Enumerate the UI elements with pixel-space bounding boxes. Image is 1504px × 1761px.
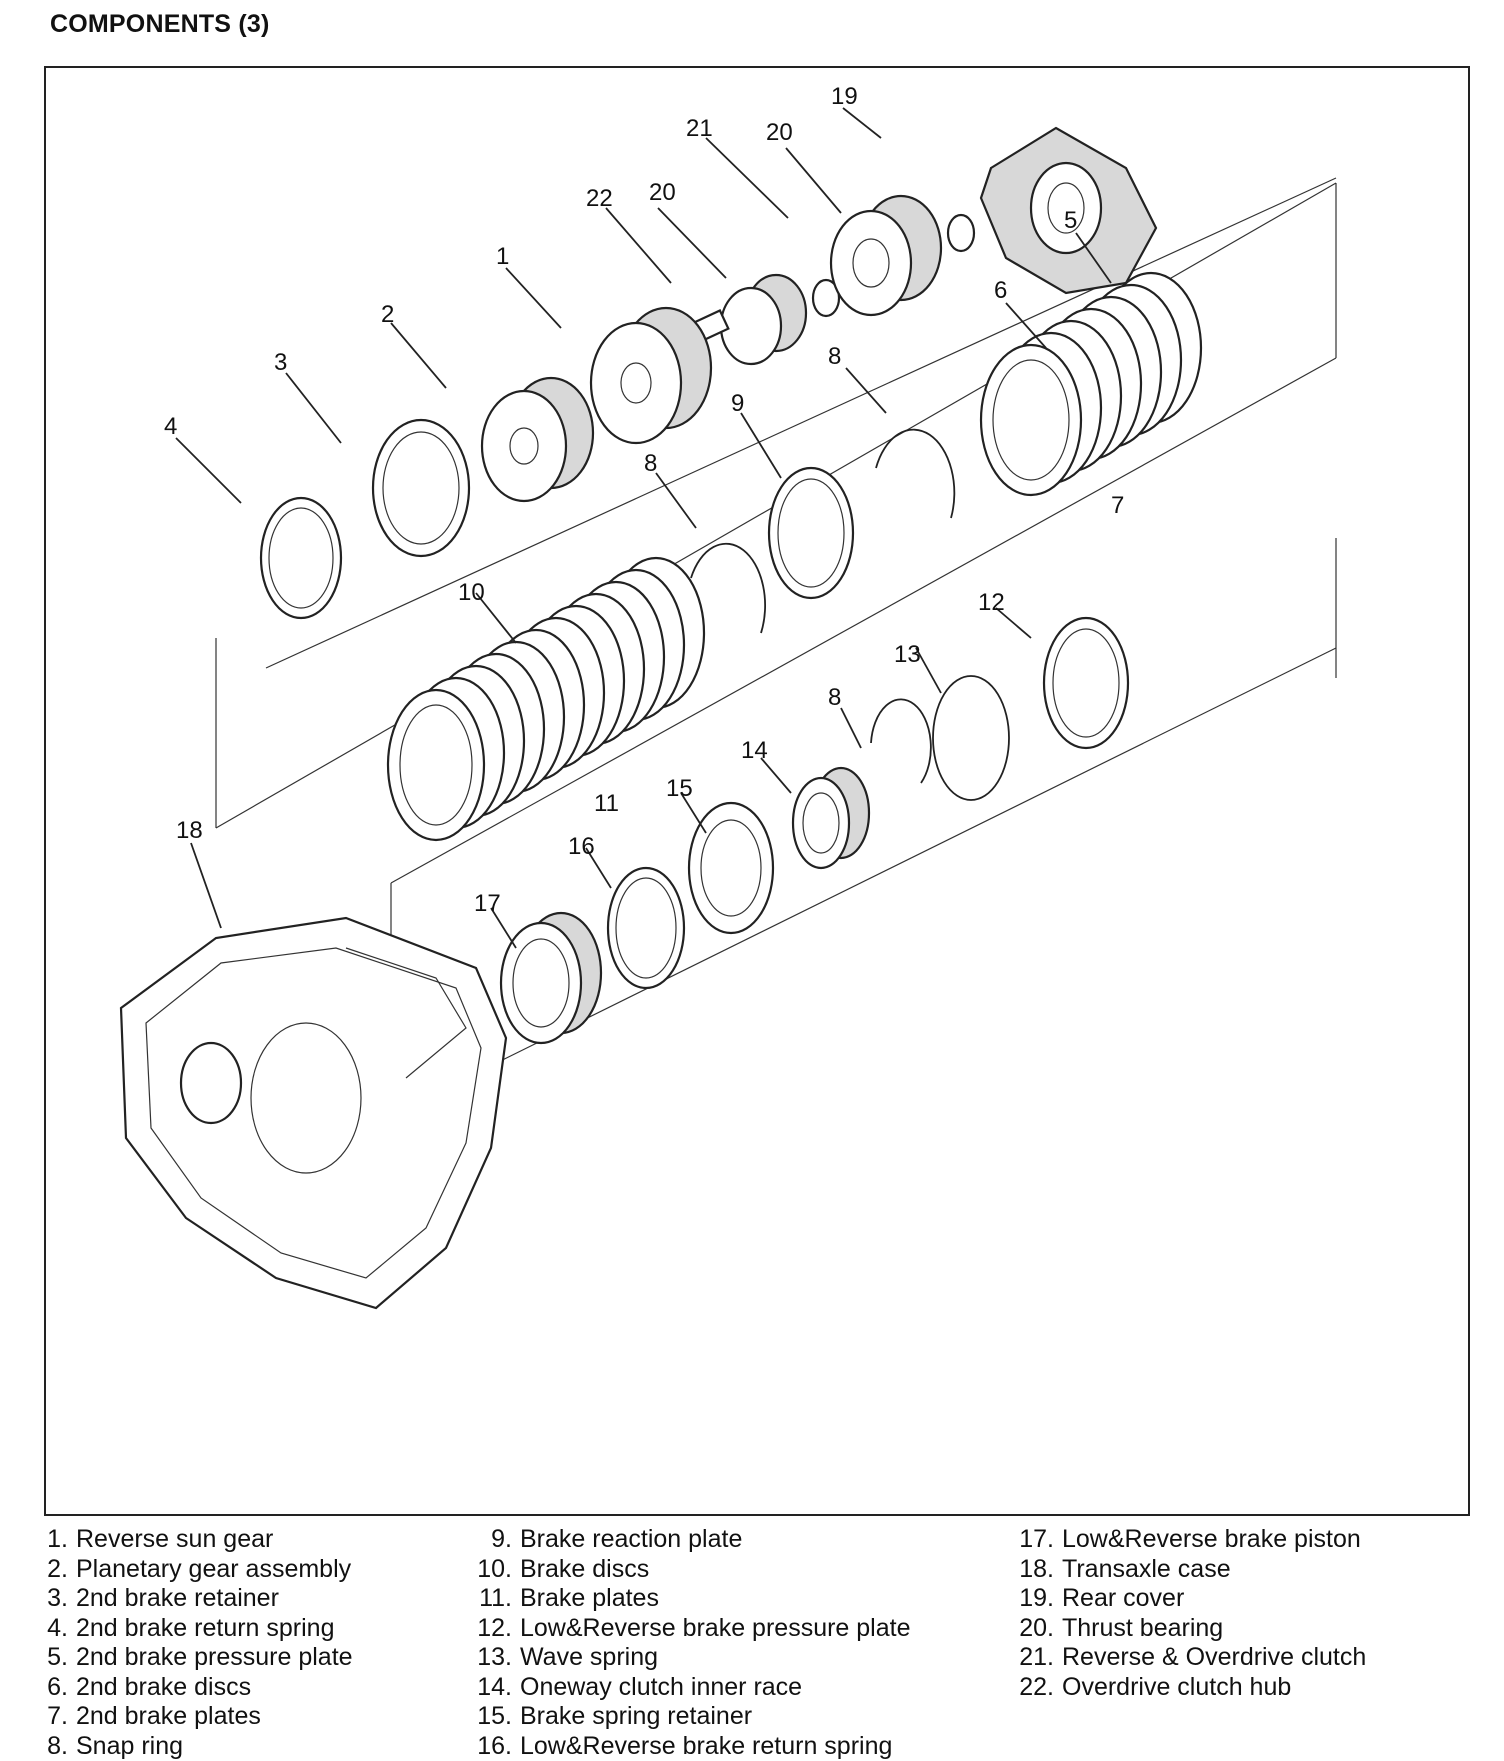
legend-item: 9. Brake reaction plate (472, 1525, 910, 1555)
callout-15: 15 (666, 775, 693, 802)
callout-8-lower: 8 (828, 684, 841, 711)
callout-16: 16 (568, 833, 595, 860)
legend-column-1 (42, 1525, 353, 1761)
legend-item: 3. 2nd brake retainer (42, 1584, 353, 1614)
exploded-view-diagram (44, 66, 1470, 1516)
callout-13: 13 (894, 641, 921, 668)
brake-discs-plates-stack (388, 558, 704, 840)
legend-item: 6. 2nd brake discs (42, 1673, 353, 1703)
legend-item: 15. Brake spring retainer (472, 1702, 910, 1732)
legend-item: 4. 2nd brake return spring (42, 1614, 353, 1644)
callout-14: 14 (741, 737, 768, 764)
callout-8-middle: 8 (644, 450, 657, 477)
wave-spring-part (933, 676, 1009, 800)
reverse-overdrive-clutch-part (831, 196, 941, 315)
legend-item: 22. Overdrive clutch hub (1014, 1673, 1366, 1703)
thrust-bearing-upper (948, 215, 974, 251)
callout-10: 10 (458, 579, 485, 606)
legend-item: 13. Wave spring (472, 1643, 910, 1673)
callout-21: 21 (686, 115, 713, 142)
callout-4: 4 (164, 413, 177, 440)
legend-item: 19. Rear cover (1014, 1584, 1366, 1614)
callout-20-upper: 20 (766, 119, 793, 146)
legend-item: 21. Reverse & Overdrive clutch (1014, 1643, 1366, 1673)
callout-8-upper: 8 (828, 343, 841, 370)
legend-item: 10. Brake discs (472, 1555, 910, 1585)
brake-reaction-plate-part (769, 468, 853, 598)
legend-item: 18. Transaxle case (1014, 1555, 1366, 1585)
legend-item: 12. Low&Reverse brake pressure plate (472, 1614, 910, 1644)
planetary-gear-assembly-part (482, 378, 593, 501)
callout-2: 2 (381, 301, 394, 328)
legend-item: 14. Oneway clutch inner race (472, 1673, 910, 1703)
snap-ring-upper (876, 430, 954, 518)
2nd-brake-pack-part (981, 273, 1201, 495)
legend-item: 1. Reverse sun gear (42, 1525, 353, 1555)
callout-3: 3 (274, 349, 287, 376)
callout-18: 18 (176, 817, 203, 844)
legend-item: 8. Snap ring (42, 1732, 353, 1761)
callout-19: 19 (831, 83, 858, 110)
callout-6: 6 (994, 277, 1007, 304)
2nd-brake-return-spring-part (261, 498, 341, 618)
callout-11: 11 (594, 790, 619, 817)
legend-item: 16. Low&Reverse brake return spring (472, 1732, 910, 1761)
legend-item: 20. Thrust bearing (1014, 1614, 1366, 1644)
reverse-sun-gear-part (591, 308, 711, 443)
transaxle-case-part (121, 918, 506, 1308)
low-reverse-piston-part (501, 913, 601, 1043)
legend-item: 7. 2nd brake plates (42, 1702, 353, 1732)
2nd-brake-retainer-part (373, 420, 469, 556)
callout-7: 7 (1111, 492, 1124, 519)
callout-20-lower: 20 (649, 179, 676, 206)
callout-12: 12 (978, 589, 1005, 616)
snap-ring-lower (871, 699, 931, 783)
legend-column-3 (1014, 1525, 1366, 1702)
diagram-canvas (46, 68, 1472, 1518)
callout-22: 22 (586, 185, 613, 212)
legend-item: 2. Planetary gear assembly (42, 1555, 353, 1585)
oneway-clutch-inner-race-part (793, 768, 869, 868)
callout-9: 9 (731, 390, 744, 417)
brake-spring-retainer-part (689, 803, 773, 933)
legend-column-2 (472, 1525, 910, 1761)
callout-1: 1 (496, 243, 509, 270)
callout-5: 5 (1064, 207, 1077, 234)
low-reverse-return-spring-part (608, 868, 684, 988)
low-reverse-pressure-plate-part (1044, 618, 1128, 748)
legend-item: 17. Low&Reverse brake piston (1014, 1525, 1366, 1555)
legend-item: 5. 2nd brake pressure plate (42, 1643, 353, 1673)
callout-17: 17 (474, 890, 501, 917)
page-title: COMPONENTS (3) (50, 10, 269, 39)
legend-item: 11. Brake plates (472, 1584, 910, 1614)
